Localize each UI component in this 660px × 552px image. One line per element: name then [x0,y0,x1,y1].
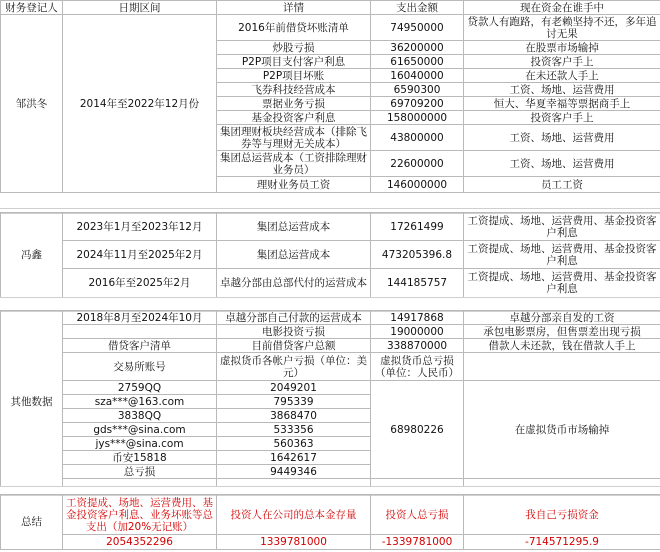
amount-cell[interactable]: 158000000 [371,111,464,125]
date-range-cell[interactable]: 2023年1月至2023年12月 [63,213,217,241]
summary-principal-value[interactable]: 1339781000 [217,535,371,550]
holder-cell[interactable]: 投资客户手上 [464,111,660,125]
detail-cell[interactable]: 电影投资亏损 [217,325,371,339]
holder-cell[interactable]: 在未还款人手上 [464,69,660,83]
date-range-cell[interactable] [63,325,217,339]
amount-cell[interactable]: 473205396.8 [371,241,464,269]
holder-cell[interactable]: 工资、场地、运营费用 [464,151,660,177]
amount-cell[interactable]: 146000000 [371,177,464,193]
detail-cell[interactable]: 2016年前借贷坏账清单 [217,15,371,41]
crypto-header-row [1,353,660,381]
crypto-loss-cell[interactable]: 9449346 [217,465,371,479]
holder-cell[interactable]: 卓越分部亲自发的工资 [464,311,660,325]
holder-cell[interactable]: 工资、场地、运营费用 [464,125,660,151]
amount-cell[interactable]: 338870000 [371,339,464,353]
registrar-cell[interactable]: 冯鑫 [1,213,63,298]
crypto-account-header[interactable]: 交易所账号 [63,353,217,381]
amount-cell[interactable]: 6590300 [371,83,464,97]
holder-cell[interactable]: 在股票市场输掉 [464,41,660,55]
amount-cell[interactable]: 144185757 [371,269,464,298]
amount-cell[interactable]: 69709200 [371,97,464,111]
crypto-account-cell[interactable]: 币安15818 [63,451,217,465]
detail-cell[interactable]: 集团总运营成本 [217,241,371,269]
header-amount[interactable]: 支出金额 [371,1,464,15]
date-range-cell[interactable]: 2024年11月至2025年2月 [63,241,217,269]
holder-cell[interactable]: 工资提成、场地、运营费用、基金投资客户利息 [464,269,660,298]
detail-cell[interactable]: P2P项目坏账 [217,69,371,83]
table-row [1,339,660,353]
other-data-label[interactable]: 其他数据 [1,311,63,493]
amount-cell[interactable]: 16040000 [371,69,464,83]
detail-cell[interactable]: 卓越分部由总部代付的运营成本 [217,269,371,298]
holder-cell[interactable]: 借款人未还款，钱在借款人手上 [464,339,660,353]
table-row [1,241,660,269]
header-date-range[interactable]: 日期区间 [63,1,217,15]
crypto-account-cell[interactable]: 2759QQ [63,381,217,395]
holder-cell[interactable]: 工资、场地、运营费用 [464,83,660,97]
holder-cell[interactable]: 贷款人有跑路，有老赖坚持不还，多年追讨无果 [464,15,660,41]
detail-cell[interactable]: 基金投资客户利息 [217,111,371,125]
summary-investor-loss-value[interactable]: -1339781000 [371,535,464,550]
summary-investor-loss-header[interactable]: 投资人总亏损 [371,495,464,535]
date-range-cell[interactable]: 2014年至2022年12月份 [63,15,217,193]
crypto-account-cell[interactable]: sza***@163.com [63,395,217,409]
detail-cell[interactable]: 集团总运营成本 [217,213,371,241]
crypto-account-cell[interactable]: 总亏损 [63,465,217,479]
summary-principal-header[interactable]: 投资人在公司的总本金存量 [217,495,371,535]
section-other-data [0,310,660,493]
table-row [1,311,660,325]
date-range-cell[interactable]: 2018年8月至2024年10月 [63,311,217,325]
crypto-account-cell[interactable]: 3838QQ [63,409,217,423]
crypto-loss-cell[interactable]: 560363 [217,437,371,451]
amount-cell[interactable]: 74950000 [371,15,464,41]
amount-cell[interactable]: 17261499 [371,213,464,241]
detail-cell[interactable]: 理财业务员工资 [217,177,371,193]
holder-cell[interactable]: 投资客户手上 [464,55,660,69]
section-summary [0,494,660,550]
holder-cell[interactable]: 承包电影票房，但售票差出现亏损 [464,325,660,339]
summary-total-expense-value[interactable]: 2054352296 [63,535,217,550]
detail-cell[interactable]: 集团总运营成本（工资排除理财业务员） [217,151,371,177]
detail-cell[interactable]: 卓越分部自己付款的运营成本 [217,311,371,325]
registrar-cell[interactable]: 邹洪冬 [1,15,63,193]
holder-cell[interactable]: 工资提成、场地、运营费用、基金投资客户利息 [464,213,660,241]
crypto-loss-header[interactable]: 虚拟货币各帐户亏损（单位：美元） [217,353,371,381]
crypto-account-cell[interactable]: jys***@sina.com [63,437,217,451]
holder-cell[interactable]: 工资提成、场地、运营费用、基金投资客户利息 [464,241,660,269]
crypto-loss-cell[interactable]: 795339 [217,395,371,409]
amount-cell[interactable]: 36200000 [371,41,464,55]
header-holder[interactable]: 现在资金在谁手中 [464,1,660,15]
summary-total-expense-header[interactable]: 工资提成、场地、运营费用、基金投资客户利息、业务坏账等总支出（加20%无记账） [63,495,217,535]
table-row [1,381,660,395]
detail-cell[interactable]: 炒股亏损 [217,41,371,55]
crypto-holder-cell[interactable]: 在虚拟货币市场输掉 [464,381,660,479]
amount-cell[interactable]: 43800000 [371,125,464,151]
crypto-loss-cell[interactable]: 533356 [217,423,371,437]
loan-client-list-cell[interactable]: 借贷客户清单 [63,339,217,353]
section-fengxin [0,212,660,298]
table-row [1,213,660,241]
holder-cell[interactable]: 员工工资 [464,177,660,193]
holder-cell[interactable] [464,353,660,381]
crypto-account-cell[interactable]: gds***@sina.com [63,423,217,437]
detail-cell[interactable]: 集团理财板块经营成本（排除飞券等与理财无关成本） [217,125,371,151]
crypto-loss-cell[interactable]: 2049201 [217,381,371,395]
header-row [1,1,660,15]
header-detail[interactable]: 详情 [217,1,371,15]
summary-own-loss-header[interactable]: 我自己亏损资金 [464,495,660,535]
section-zouhongdong [0,0,660,193]
detail-cell[interactable]: 目前借贷客户总额 [217,339,371,353]
detail-cell[interactable]: 票据业务亏损 [217,97,371,111]
holder-cell[interactable]: 恒大、华夏幸福等票据商手上 [464,97,660,111]
table-row [1,325,660,339]
crypto-total-header[interactable]: 虚拟货币总亏损（单位：人民币） [371,353,464,381]
summary-own-loss-value[interactable]: -714571295.9 [464,535,660,550]
header-registrar[interactable]: 财务登记人 [1,1,63,15]
table-row [1,269,660,298]
crypto-loss-cell[interactable]: 3868470 [217,409,371,423]
table-row [1,15,660,41]
amount-cell[interactable]: 61650000 [371,55,464,69]
crypto-loss-cell[interactable]: 1642617 [217,451,371,465]
summary-header-row [1,495,660,535]
date-range-cell[interactable]: 2016年至2025年2月 [63,269,217,298]
detail-cell[interactable]: P2P项目支付客户利息 [217,55,371,69]
summary-value-row [1,535,660,550]
amount-cell[interactable]: 14917868 [371,311,464,325]
amount-cell[interactable]: 22600000 [371,151,464,177]
crypto-total-cell[interactable]: 68980226 [371,381,464,479]
amount-cell[interactable]: 19000000 [371,325,464,339]
detail-cell[interactable]: 飞券科技经营成本 [217,83,371,97]
summary-label[interactable]: 总结 [1,495,63,550]
